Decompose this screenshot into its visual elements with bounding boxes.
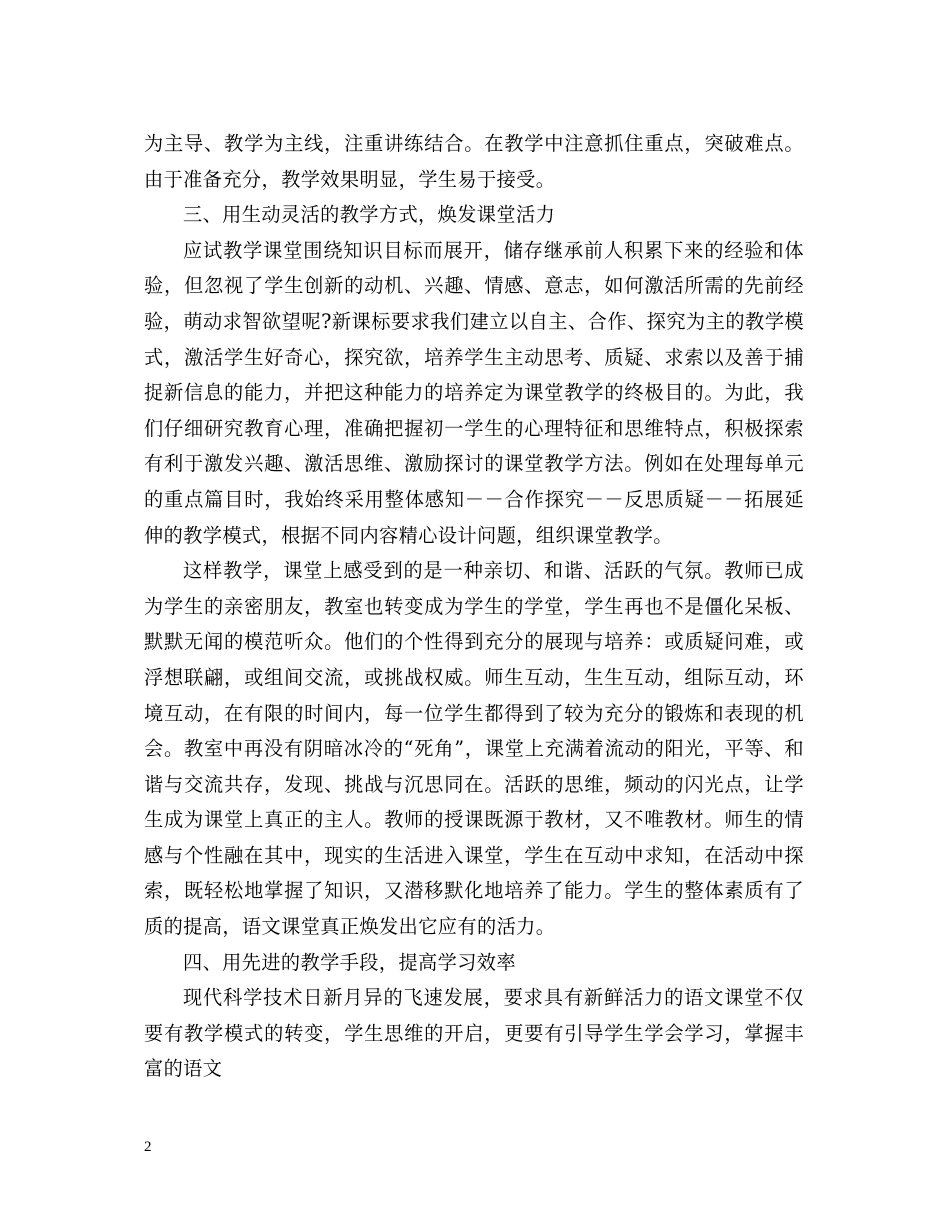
- paragraph-modern-technology: 现代科学技术日新月异的飞速发展，要求具有新鲜活力的语文课堂不仅要有教学模式的转变，学生思维的开启，更要有引导学生学会学习，掌握丰富的语文: [144, 986, 804, 1081]
- body-text: [144, 126, 804, 1087]
- section-heading-three: 三、用生动灵活的教学方式，焕发课堂活力: [183, 203, 556, 227]
- page-number: 2: [144, 1139, 152, 1155]
- paragraph-teaching-method: 应试教学课堂围绕知识目标而展开，储存继承前人积累下来的经验和体验，但忽视了学生创新的动机、兴趣、情感、意志，如何激活所需的先前经验，萌动求智欲望呢?新课标要求我们建立以自主、合作、探究为主的教学模式，激活学生好奇心，探究欲，培养学生主动思考、质疑、求索以及善于捕捉新信息的能力，并把这种能力的培养定为课堂教学的终极目的。为此，我们仔细研究教育心理，准确把握初一学生的心理特征和思维特点，积极探索有利于激发兴趣、激活思维、激励探讨的课堂教学方法。例如在处理每单元的重点篇目时，我始终采用整体感知－－合作探究－－反思质疑－－拓展延伸的教学模式，根据不同内容精心设计问题，组织课堂教学。: [144, 238, 804, 547]
- paragraph-classroom-atmosphere: 这样教学，课堂上感受到的是一种亲切、和谐、活跃的气氛。教师已成为学生的亲密朋友，教室也转变成为学生的学堂，学生再也不是僵化呆板、默默无闻的模范听众。他们的个性得到充分的展现与培养：或质疑问难，或浮想联翩，或组间交流，或挑战权威。师生互动，生生互动，组际互动，环境互动，在有限的时间内，每一位学生都得到了较为充分的锻炼和表现的机会。教室中再没有阴暗冰冷的“死角”，课堂上充满着流动的阳光，平等、和谐与交流共存，发现、挑战与沉思同在。活跃的思维，频动的闪光点，让学生成为课堂上真正的主人。教师的授课既源于教材，又不唯教材。师生的情感与个性融在其中，现实的生活进入课堂，学生在互动中求知，在活动中探索，既轻松地掌握了知识，又潜移默化地培养了能力。学生的整体素质有了质的提高，语文课堂真正焕发出它应有的活力。: [144, 559, 804, 939]
- section-heading-four: 四、用先进的教学手段，提高学习效率: [183, 950, 516, 974]
- paragraph-continuation: 为主导、教学为主线，注重讲练结合。在教学中注意抓住重点，突破难点。由于准备充分，教学效果明显，学生易于接受。: [144, 132, 804, 191]
